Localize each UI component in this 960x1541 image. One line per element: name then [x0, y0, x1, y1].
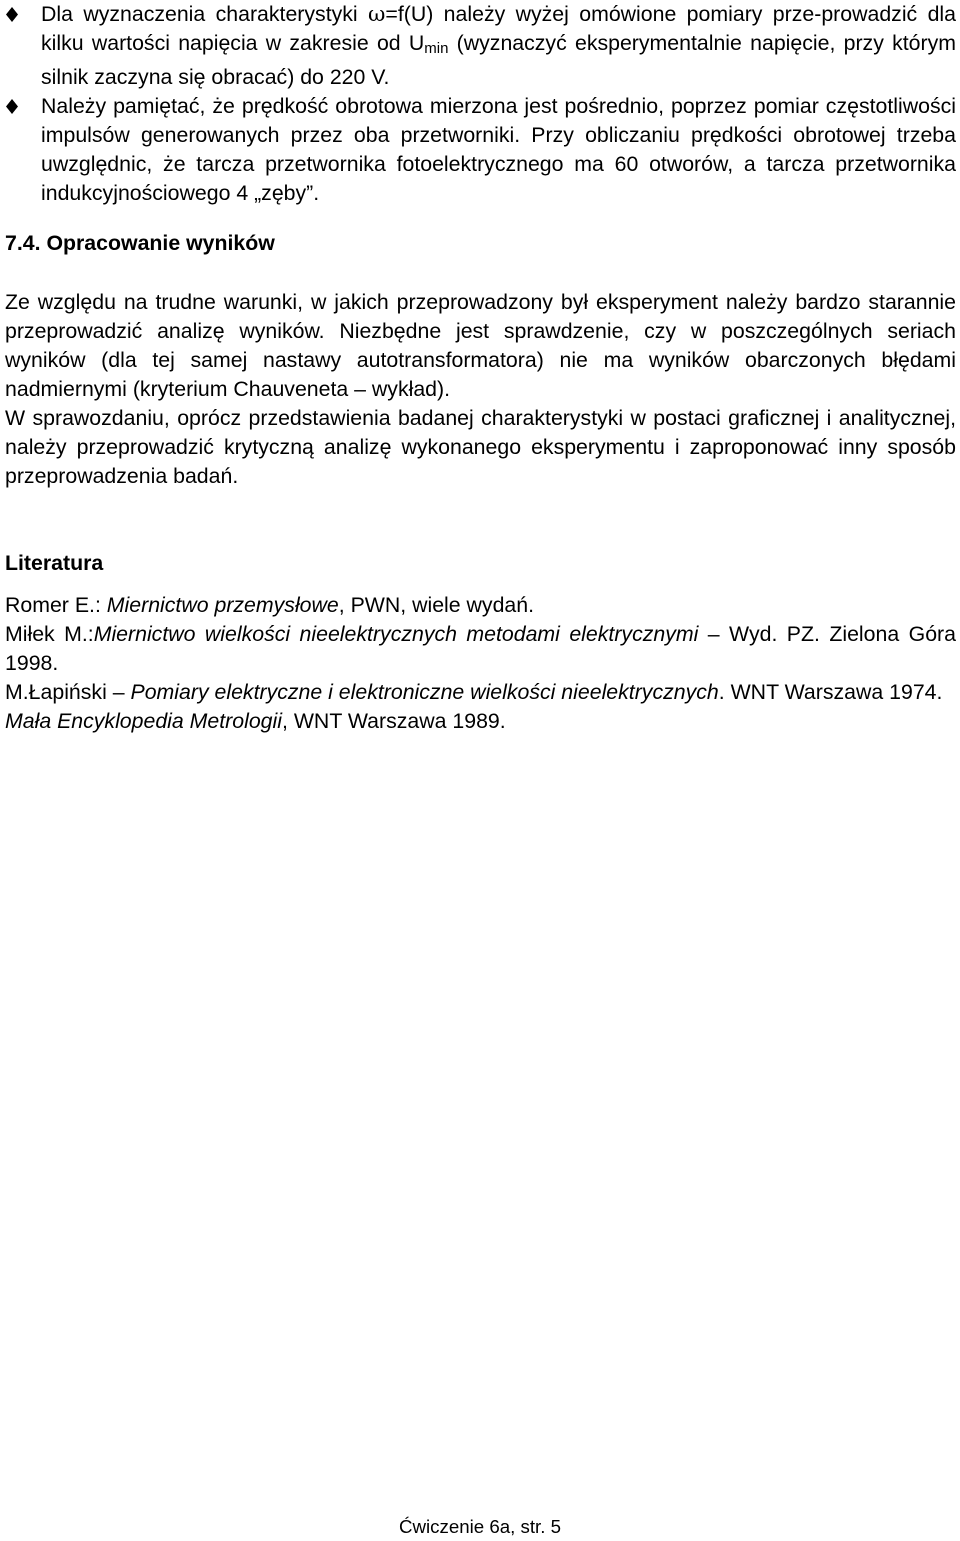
- paragraph: Ze względu na trudne warunki, w jakich przeprowadzony był eksperyment należy bardzo starannie przeprowadzić analizę wyników. Niezbędne jest sprawdzenie, czy w poszczególnych seriach wyników (dla tej samej nastawy autotransformatora) nie ma wyników obarczonych błędami nadmiernymi (kryterium Chauveneta – wykład).: [5, 290, 956, 401]
- bullet-text-end: (wyznaczyć eksperymentalnie napięcie, przy którym silnik zaczyna się obracać) do 220 V.: [41, 31, 956, 89]
- reference-title: Mała Encyklopedia Metrologii: [5, 709, 282, 733]
- reference-item: [5, 591, 956, 620]
- paragraph: W sprawozdaniu, oprócz przedstawienia badanej charakterystyki w postaci graficznej i analitycznej, należy przeprowadzić krytyczną analizę wykonanego eksperymentu i zaproponować inny sposób przeprowadzenia badań.: [5, 406, 956, 488]
- subscript-min: min: [424, 40, 449, 57]
- reference-author: M.Łapiński –: [5, 680, 131, 704]
- diamond-bullet-icon: [6, 7, 18, 22]
- reference-list: [5, 591, 956, 736]
- diamond-bullet-icon: [6, 99, 18, 114]
- reference-item: [5, 678, 956, 707]
- bullet-text: Należy pamiętać, że prędkość obrotowa mierzona jest pośrednio, poprzez pomiar częstotliwości impulsów generowanych przez oba przetworniki. Przy obliczaniu prędkości obrotowej trzeba uwzględnic, że tarcza przetwornika fotoelektrycznego ma 60 otworów, a tarcza przetwornika indukcyjnościowego 4 „zęby”.: [41, 94, 956, 205]
- reference-author: Romer E.:: [5, 593, 107, 617]
- omega-symbol: ω: [368, 2, 386, 27]
- literature-heading: Literatura: [5, 551, 104, 575]
- reference-rest: – Wyd. PZ. Zielona Góra 1998.: [5, 622, 956, 675]
- bullet-text-start: Dla wyznaczenia charakterystyki: [41, 2, 369, 26]
- section-body: [5, 288, 956, 491]
- bullet-item: [5, 0, 956, 92]
- reference-rest: , PWN, wiele wydań.: [338, 593, 535, 617]
- bullet-list: [5, 0, 956, 208]
- page-footer: [0, 1515, 960, 1539]
- reference-item: [5, 620, 956, 678]
- reference-title: Miernictwo przemysłowe: [106, 593, 339, 617]
- reference-rest: . WNT Warszawa 1974.: [718, 680, 943, 704]
- reference-rest: , WNT Warszawa 1989.: [282, 709, 506, 733]
- reference-title: Pomiary elektryczne i elektroniczne wielkości nieelektrycznych: [130, 680, 719, 704]
- reference-author: Miłek M.:: [5, 622, 94, 646]
- section-heading: 7.4. Opracowanie wyników: [5, 231, 275, 255]
- page-number-text: Ćwiczenie 6a, str. 5: [398, 1516, 562, 1537]
- reference-item: [5, 707, 956, 736]
- bullet-text-middle: =f(U) należy wyżej omówione pomiary prze-prowadzić dla kilku wartości napięcia w zakresie od U: [41, 2, 956, 55]
- reference-title: Miernictwo wielkości nieelektrycznych metodami elektrycznymi: [93, 622, 699, 646]
- bullet-item: [5, 92, 956, 208]
